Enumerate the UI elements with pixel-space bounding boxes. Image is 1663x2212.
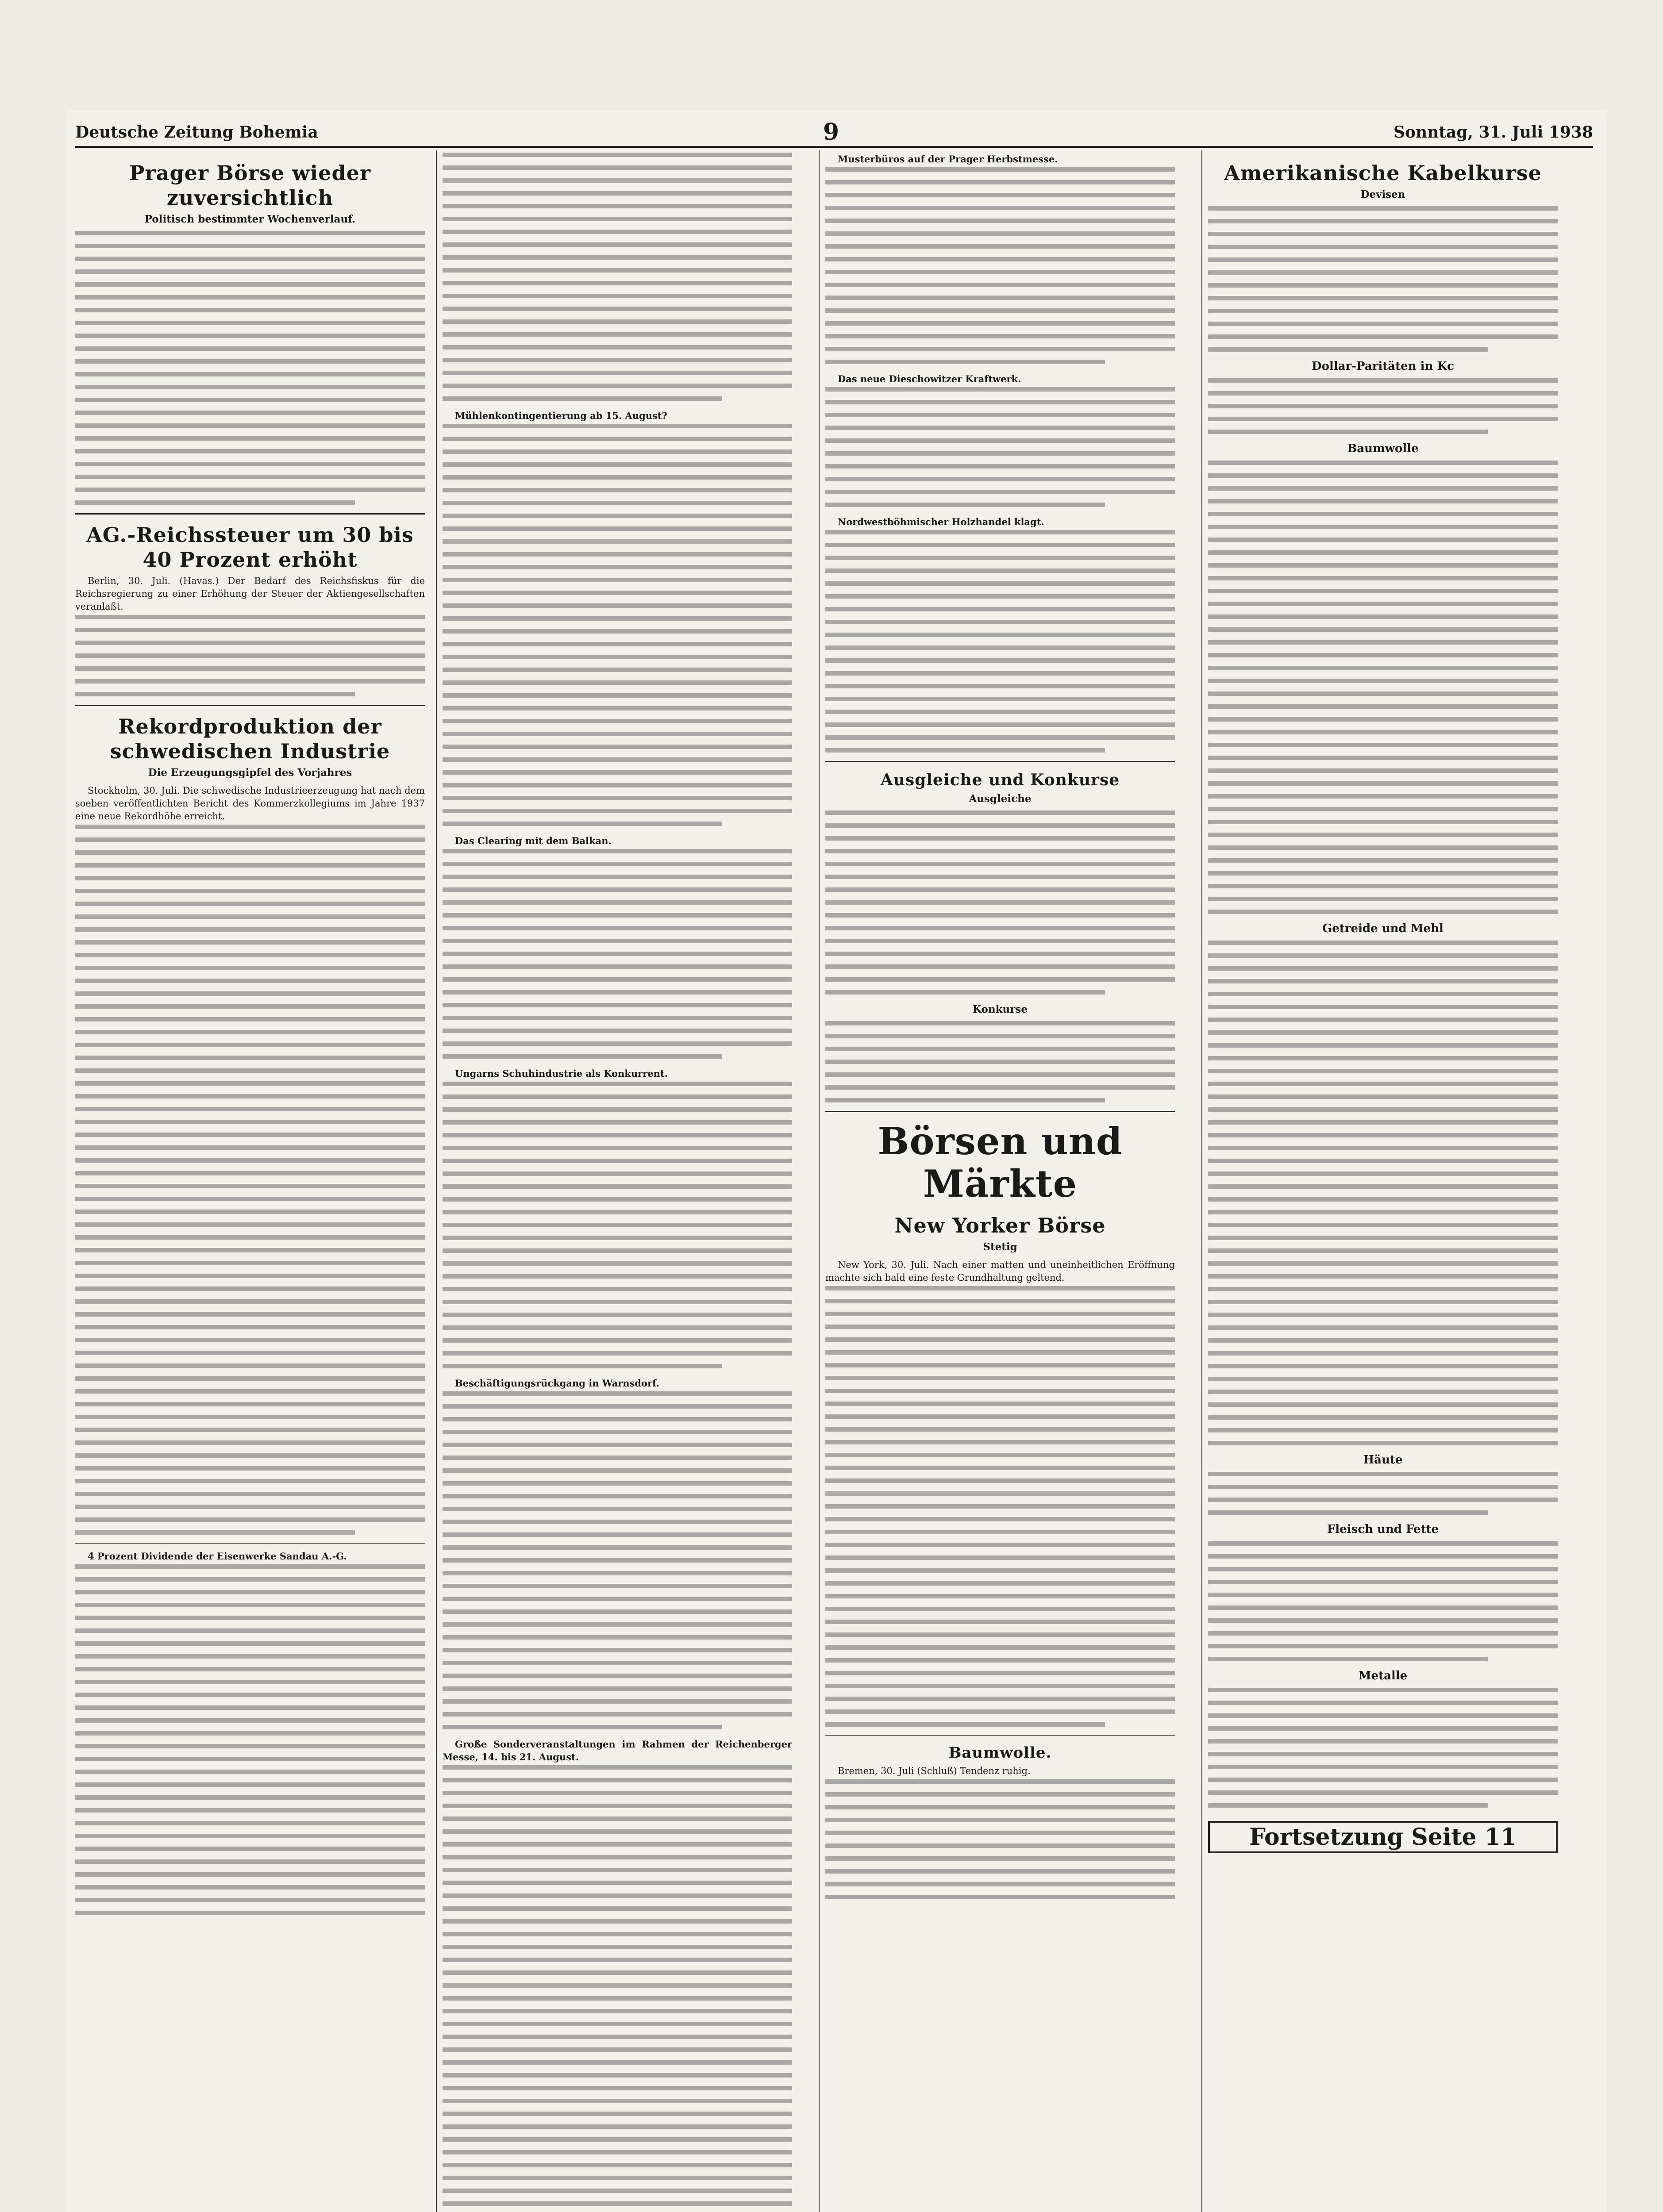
- section-subheadline: Getreide und Mehl: [1322, 922, 1444, 935]
- article-lead: New York, 30. Juli. Nach einer matten und uneinheitlichen Eröffnung machte sich bald eine feste Grundhaltung geltend.: [825, 1260, 1175, 1283]
- article-separator: [75, 513, 425, 515]
- quotes-body: [1208, 461, 1558, 914]
- article-lead: Beschäftigungsrückgang in Warnsdorf.: [455, 1378, 659, 1389]
- article-separator: [75, 705, 425, 706]
- article-body: [825, 167, 1175, 364]
- quotes-body: [1208, 1541, 1558, 1661]
- article-body: [443, 1391, 792, 1729]
- article-lead: Das Clearing mit dem Balkan.: [455, 835, 612, 846]
- article-body: [825, 1021, 1175, 1102]
- column-divider: [436, 150, 437, 2212]
- article-lead: Berlin, 30. Juli. (Havas.) Der Bedarf des Reichsfiskus für die Reichsregierung zu einer Erhöhung der Steuer der Aktiengesellschaften veranlaßt.: [75, 576, 425, 612]
- article-body: [825, 530, 1175, 753]
- section-subheadline: Devisen: [1360, 188, 1405, 200]
- section-subheadline: Konkurse: [973, 1003, 1028, 1015]
- article-separator: [825, 1111, 1175, 1112]
- article-lead: 4 Prozent Dividende der Eisenwerke Sandau A.-G.: [88, 1551, 347, 1562]
- quotes-body: [1208, 206, 1558, 352]
- section-subheadline: Metalle: [1358, 1669, 1408, 1682]
- article-body: [825, 810, 1175, 995]
- page-number: 9: [823, 119, 839, 146]
- quotes-body: [1208, 1688, 1558, 1808]
- article-separator: [825, 761, 1175, 762]
- article-body: [443, 849, 792, 1059]
- article-body: [75, 615, 425, 696]
- section-headline: New Yorker Börse: [894, 1214, 1106, 1237]
- masthead-rule: [75, 146, 1593, 148]
- article-lead: Ungarns Schuhindustrie als Konkurrent.: [455, 1068, 668, 1079]
- masthead: [75, 119, 1593, 145]
- column-3: [825, 153, 1175, 2212]
- article-lead: Nordwestböhmischer Holzhandel klagt.: [838, 516, 1044, 527]
- article-body: [443, 153, 792, 401]
- article-separator: [825, 1735, 1175, 1736]
- price-table: [825, 1779, 1175, 1899]
- article-body: [75, 1564, 425, 1915]
- paper-title: Deutsche Zeitung Bohemia: [75, 123, 318, 142]
- quotes-body: [1208, 941, 1558, 1445]
- issue-date: Sonntag, 31. Juli 1938: [1393, 123, 1593, 142]
- section-subheadline: Baumwolle: [1347, 442, 1419, 455]
- article-subheadline: Die Erzeugungsgipfel des Vorjahres: [148, 767, 352, 779]
- article-separator: [75, 1543, 425, 1544]
- article-body: [443, 1082, 792, 1368]
- section-headline: Ausgleiche und Konkurse: [880, 771, 1120, 789]
- continuation-notice: Fortsetzung Seite 11: [1208, 1821, 1558, 1853]
- article-headline: Prager Börse wieder zuversichtlich: [129, 161, 371, 210]
- section-subheadline: Ausgleiche: [969, 793, 1032, 805]
- article-body: [825, 1286, 1175, 1727]
- column-4: [1208, 153, 1558, 2212]
- article-body: [443, 424, 792, 826]
- section-headline: Amerikanische Kabelkurse: [1224, 161, 1542, 185]
- quotes-body: [1208, 378, 1558, 434]
- section-banner: Börsen und Märkte: [878, 1119, 1123, 1206]
- article-lead: Musterbüros auf der Prager Herbstmesse.: [838, 154, 1058, 165]
- article-lead: Bremen, 30. Juli (Schluß) Tendenz ruhig.: [838, 1766, 1031, 1776]
- section-subheadline: Stetig: [983, 1241, 1017, 1253]
- article-body: [443, 1765, 792, 2212]
- section-subheadline: Dollar-Paritäten in Kc: [1312, 360, 1454, 373]
- article-headline: AG.-Reichssteuer um 30 bis 40 Prozent erhöht: [86, 523, 414, 572]
- column-2: [443, 153, 792, 2212]
- article-lead: Stockholm, 30. Juli. Die schwedische Industrieerzeugung hat nach dem soeben veröffentlichten Bericht des Kommerzkollegiums im Jahre 1937 eine neue Rekordhöhe erreicht.: [75, 785, 425, 822]
- quotes-body: [1208, 1472, 1558, 1515]
- article-lead: Mühlenkontingentierung ab 15. August?: [455, 410, 667, 421]
- article-body: [75, 231, 425, 505]
- article-lead: Große Sonderveranstaltungen im Rahmen der Reichenberger Messe, 14. bis 21. August.: [443, 1739, 792, 1763]
- article-subheadline: Politisch bestimmter Wochenverlauf.: [144, 213, 356, 225]
- article-lead: Das neue Dieschowitzer Kraftwerk.: [838, 373, 1021, 384]
- column-1: [75, 153, 425, 2212]
- section-subheadline: Fleisch und Fette: [1327, 1523, 1439, 1536]
- article-body: [825, 387, 1175, 507]
- section-subheadline: Häute: [1363, 1453, 1403, 1467]
- article-headline: Rekordproduktion der schwedischen Industrie: [110, 714, 390, 763]
- column-divider: [819, 150, 820, 2212]
- section-headline: Baumwolle.: [948, 1744, 1052, 1762]
- column-divider: [1201, 150, 1202, 2212]
- article-body: [75, 825, 425, 1535]
